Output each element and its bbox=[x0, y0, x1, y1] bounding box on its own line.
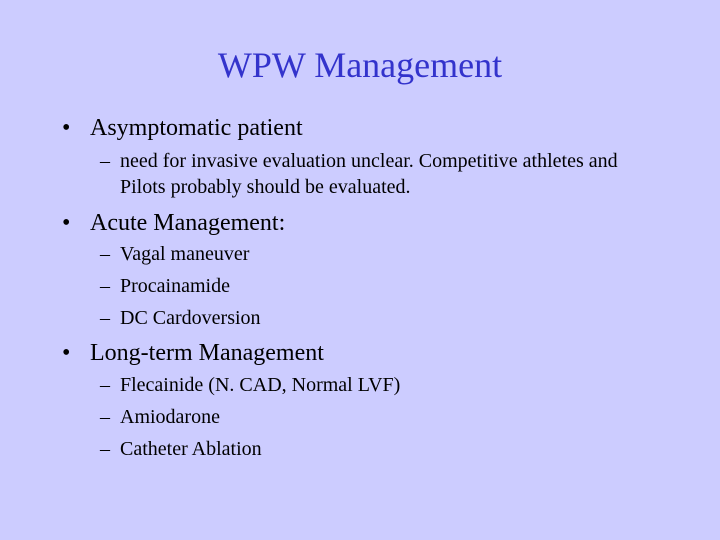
sub-bullet-text: need for invasive evaluation unclear. Competitive athletes and Pilots probably should be evaluated. bbox=[120, 150, 618, 198]
dash-icon: – bbox=[100, 307, 110, 329]
sub-bullet-text: Vagal maneuver bbox=[120, 243, 250, 265]
bullet-text: Acute Management: bbox=[90, 210, 286, 236]
bullet-icon: • bbox=[62, 210, 71, 236]
slide-title: WPW Management bbox=[217, 45, 503, 85]
bullet-icon: • bbox=[62, 115, 71, 141]
bullet-text: Long-term Management bbox=[90, 340, 324, 366]
dash-icon: – bbox=[100, 406, 110, 428]
sub-bullet-text: Procainamide bbox=[120, 275, 230, 297]
sub-bullet-text: Amiodarone bbox=[120, 406, 220, 428]
bullet-text: Asymptomatic patient bbox=[90, 115, 303, 141]
bullet-icon: • bbox=[62, 340, 71, 366]
sub-bullet-text: Flecainide (N. CAD, Normal LVF) bbox=[120, 374, 401, 396]
sub-bullet-text: Catheter Ablation bbox=[120, 438, 262, 460]
sub-bullet-text: DC Cardoversion bbox=[120, 307, 261, 329]
dash-icon: – bbox=[100, 243, 110, 265]
dash-icon: – bbox=[100, 374, 110, 396]
dash-icon: – bbox=[100, 275, 110, 297]
dash-icon: – bbox=[100, 150, 110, 172]
dash-icon: – bbox=[100, 438, 110, 460]
